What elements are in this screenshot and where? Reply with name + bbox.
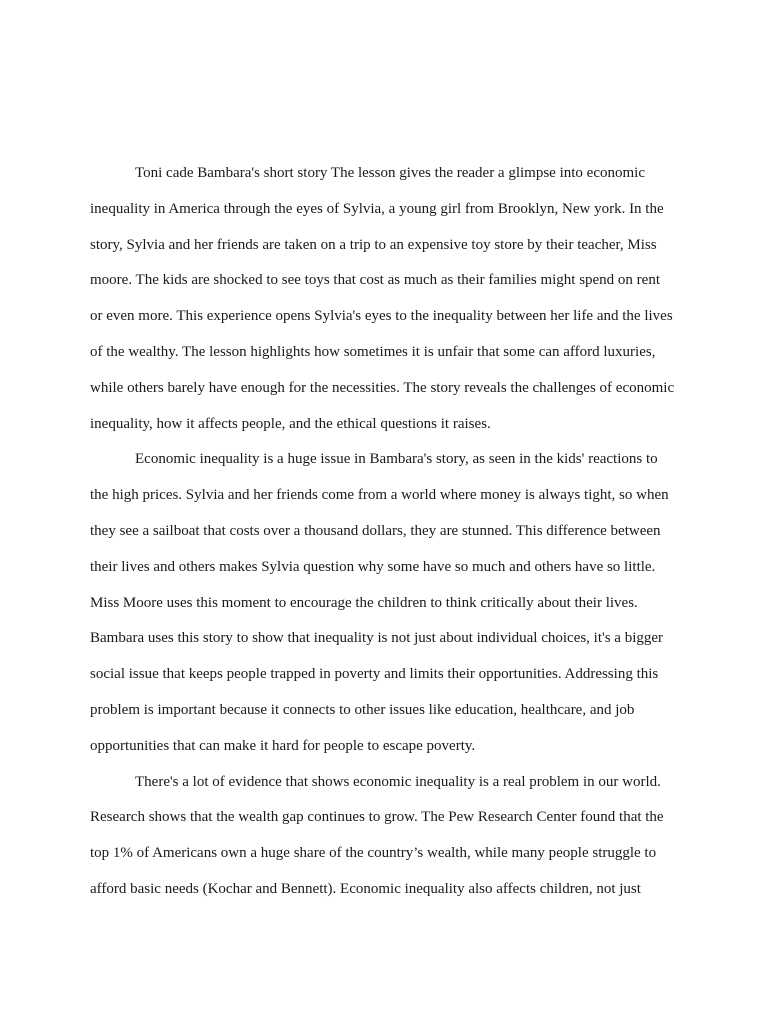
paragraph-line: the high prices. Sylvia and her friends come from a world where money is always tight, so when [90, 487, 669, 504]
paragraph-line: Miss Moore uses this moment to encourage the children to think critically about their lives. [90, 594, 638, 611]
paragraph-line: or even more. This experience opens Sylvia's eyes to the inequality between her life and the lives [90, 308, 673, 325]
paragraph-line: Research shows that the wealth gap continues to grow. The Pew Research Center found that the [90, 809, 664, 826]
document-body [90, 156, 678, 908]
paragraph-3 [90, 765, 678, 908]
paragraph-line: their lives and others makes Sylvia question why some have so much and others have so little. [90, 558, 656, 575]
paragraph-line: they see a sailboat that costs over a thousand dollars, they are stunned. This difference between [90, 522, 661, 539]
paragraph-line: social issue that keeps people trapped in poverty and limits their opportunities. Addressing this [90, 666, 659, 683]
paragraph-line: Bambara uses this story to show that inequality is not just about individual choices, it's a bigger [90, 630, 664, 647]
paragraph-line: inequality, how it affects people, and the ethical questions it raises. [90, 415, 491, 432]
paragraph-line: problem is important because it connects to other issues like education, healthcare, and job [90, 701, 635, 718]
paragraph-1 [90, 156, 678, 442]
paragraph-line: while others barely have enough for the necessities. The story reveals the challenges of economic [90, 379, 675, 396]
paragraph-line: of the wealthy. The lesson highlights how sometimes it is unfair that some can afford luxuries, [90, 343, 656, 360]
paragraph-line: top 1% of Americans own a huge share of the country’s wealth, while many people struggle to [90, 845, 657, 862]
paragraph-line: Toni cade Bambara's short story The lesson gives the reader a glimpse into economic [135, 165, 645, 181]
paragraph-line: There's a lot of evidence that shows economic inequality is a real problem in our world. [135, 773, 661, 790]
paragraph-line: inequality in America through the eyes of Sylvia, a young girl from Brooklyn, New york. In the [90, 200, 664, 217]
paragraph-line: story, Sylvia and her friends are taken on a trip to an expensive toy store by their teacher, Miss [90, 236, 657, 253]
paragraph-line: Economic inequality is a huge issue in Bambara's story, as seen in the kids' reactions to [135, 451, 658, 468]
paragraph-line: moore. The kids are shocked to see toys that cost as much as their families might spend on rent [90, 272, 661, 289]
paragraph-line: afford basic needs (Kochar and Bennett). Economic inequality also affects children, not just [90, 880, 641, 897]
paragraph-2 [90, 442, 678, 764]
paragraph-line: opportunities that can make it hard for people to escape poverty. [90, 737, 476, 754]
